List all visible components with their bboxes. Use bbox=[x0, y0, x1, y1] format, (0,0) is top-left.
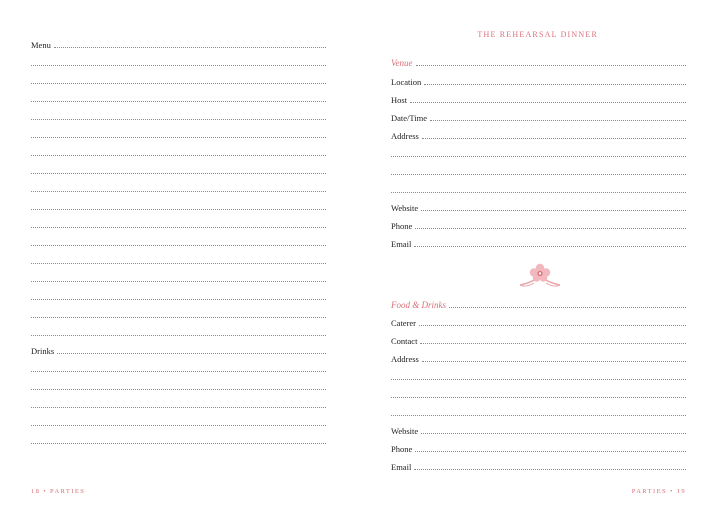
page-number-left: 18 • PARTIES bbox=[31, 488, 86, 495]
location-row[interactable] bbox=[391, 75, 686, 87]
menu-row[interactable] bbox=[31, 38, 326, 50]
contact-label: Contact bbox=[391, 336, 418, 346]
food-website-label: Website bbox=[391, 426, 419, 436]
venue-phone-label: Phone bbox=[391, 221, 413, 231]
running-head: THE REHEARSAL DINNER bbox=[477, 30, 598, 39]
menu-line-4[interactable] bbox=[31, 101, 326, 102]
datetime-label: Date/Time bbox=[391, 113, 428, 123]
menu-line-15[interactable] bbox=[31, 299, 326, 300]
host-line[interactable] bbox=[410, 102, 686, 103]
menu-line-14[interactable] bbox=[31, 281, 326, 282]
venue-phone-row[interactable] bbox=[391, 219, 686, 231]
venue-website-line[interactable] bbox=[421, 210, 686, 211]
location-label: Location bbox=[391, 77, 422, 87]
menu-line-10[interactable] bbox=[31, 209, 326, 210]
venue-address-line-2[interactable] bbox=[391, 156, 686, 157]
menu-line-12[interactable] bbox=[31, 245, 326, 246]
page-number-right: PARTIES • 19 bbox=[631, 488, 686, 495]
venue-website-row[interactable] bbox=[391, 201, 686, 213]
location-line[interactable] bbox=[424, 84, 686, 85]
venue-section-title bbox=[391, 56, 686, 68]
food-address-line-4[interactable] bbox=[391, 415, 686, 416]
menu-line-11[interactable] bbox=[31, 227, 326, 228]
food-email-row[interactable] bbox=[391, 460, 686, 472]
venue-email-row[interactable] bbox=[391, 237, 686, 249]
menu-line-2[interactable] bbox=[31, 65, 326, 66]
contact-line[interactable] bbox=[420, 343, 686, 344]
caterer-line[interactable] bbox=[419, 325, 686, 326]
venue-address-row[interactable] bbox=[391, 129, 686, 141]
food-website-line[interactable] bbox=[421, 433, 686, 434]
food-address-label: Address bbox=[391, 354, 419, 364]
venue-website-label: Website bbox=[391, 203, 419, 213]
menu-line-6[interactable] bbox=[31, 137, 326, 138]
contact-row[interactable] bbox=[391, 334, 686, 346]
food-email-line[interactable] bbox=[414, 469, 686, 470]
menu-line-9[interactable] bbox=[31, 191, 326, 192]
drinks-line-2[interactable] bbox=[31, 371, 326, 372]
food-address-line-2[interactable] bbox=[391, 379, 686, 380]
menu-line-17[interactable] bbox=[31, 335, 326, 336]
food-phone-line[interactable] bbox=[415, 451, 686, 452]
menu-line[interactable] bbox=[54, 47, 326, 48]
drinks-row[interactable] bbox=[31, 344, 326, 356]
food-section-title bbox=[391, 298, 686, 310]
venue-address-line-3[interactable] bbox=[391, 174, 686, 175]
flower-ribbon-icon bbox=[514, 261, 566, 293]
menu-label: Menu bbox=[31, 40, 51, 50]
venue-email-line[interactable] bbox=[414, 246, 686, 247]
food-address-row[interactable] bbox=[391, 352, 686, 364]
food-email-label: Email bbox=[391, 462, 412, 472]
datetime-line[interactable] bbox=[430, 120, 686, 121]
menu-line-13[interactable] bbox=[31, 263, 326, 264]
food-title: Food & Drinks bbox=[391, 300, 446, 310]
venue-title: Venue bbox=[391, 58, 413, 68]
drinks-line-6[interactable] bbox=[31, 443, 326, 444]
drinks-line-5[interactable] bbox=[31, 425, 326, 426]
host-label: Host bbox=[391, 95, 408, 105]
venue-email-label: Email bbox=[391, 239, 412, 249]
food-phone-row[interactable] bbox=[391, 442, 686, 454]
food-address-line-3[interactable] bbox=[391, 397, 686, 398]
menu-line-7[interactable] bbox=[31, 155, 326, 156]
food-title-line[interactable] bbox=[449, 307, 686, 308]
food-address-line[interactable] bbox=[422, 361, 686, 362]
caterer-label: Caterer bbox=[391, 318, 417, 328]
caterer-row[interactable] bbox=[391, 316, 686, 328]
menu-line-5[interactable] bbox=[31, 119, 326, 120]
menu-line-8[interactable] bbox=[31, 173, 326, 174]
menu-line-16[interactable] bbox=[31, 317, 326, 318]
menu-line-3[interactable] bbox=[31, 83, 326, 84]
food-website-row[interactable] bbox=[391, 424, 686, 436]
host-row[interactable] bbox=[391, 93, 686, 105]
venue-phone-line[interactable] bbox=[415, 228, 686, 229]
drinks-line-3[interactable] bbox=[31, 389, 326, 390]
drinks-line-4[interactable] bbox=[31, 407, 326, 408]
venue-address-line[interactable] bbox=[422, 138, 686, 139]
venue-address-line-4[interactable] bbox=[391, 192, 686, 193]
food-phone-label: Phone bbox=[391, 444, 413, 454]
venue-title-line[interactable] bbox=[416, 65, 687, 66]
drinks-line[interactable] bbox=[57, 353, 326, 354]
venue-address-label: Address bbox=[391, 131, 419, 141]
drinks-label: Drinks bbox=[31, 346, 55, 356]
datetime-row[interactable] bbox=[391, 111, 686, 123]
